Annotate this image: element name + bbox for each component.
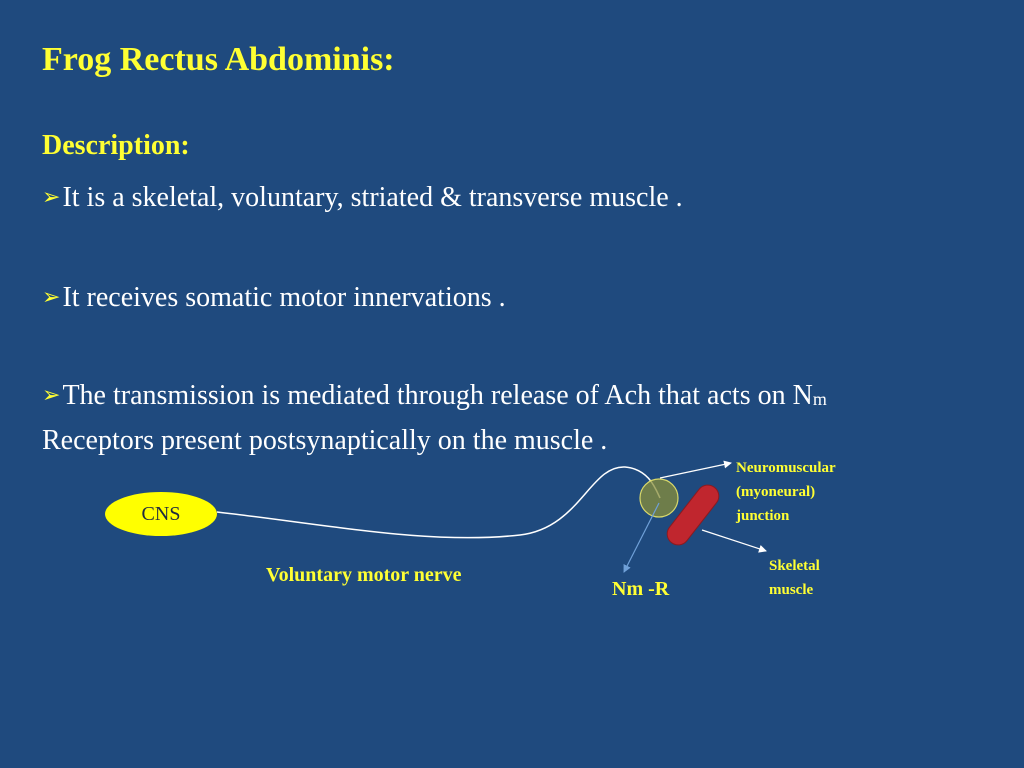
motor-nerve-path xyxy=(217,467,660,538)
receptor-subscript: m xyxy=(812,389,827,409)
skel-line-2: muscle xyxy=(769,582,814,598)
neuromuscular-junction-label xyxy=(736,456,836,528)
nmj-line-1: Neuromuscular xyxy=(736,460,836,476)
arrow-bullet-icon: ➢ xyxy=(42,184,61,209)
nm-receptor-label: Nm -R xyxy=(612,578,670,600)
nmj-line-3: junction xyxy=(736,508,790,524)
skeletal-muscle-label xyxy=(769,554,820,602)
nmj-line-2: (myoneural) xyxy=(736,484,816,500)
bullet-text: The transmission is mediated through release of Ach that acts on N xyxy=(62,380,813,411)
arrow-bullet-icon: ➢ xyxy=(42,382,61,407)
bullet-text: It is a skeletal, voluntary, striated & transverse muscle . xyxy=(62,182,683,213)
junction-arrow xyxy=(660,463,731,478)
bullet-text: It receives somatic motor innervations . xyxy=(62,282,506,313)
description-heading: Description: xyxy=(42,130,190,161)
slide-title: Frog Rectus Abdominis: xyxy=(42,41,395,78)
junction-circle xyxy=(640,479,678,517)
bullet-text-continued: Receptors present postsynaptically on the muscle . xyxy=(42,425,608,456)
receptor-arrow xyxy=(624,503,659,572)
cns-label: CNS xyxy=(141,502,181,525)
skel-line-1: Skeletal xyxy=(769,558,820,574)
arrow-bullet-icon: ➢ xyxy=(42,284,61,309)
voluntary-motor-nerve-label: Voluntary motor nerve xyxy=(266,564,462,586)
muscle-arrow xyxy=(702,530,766,551)
